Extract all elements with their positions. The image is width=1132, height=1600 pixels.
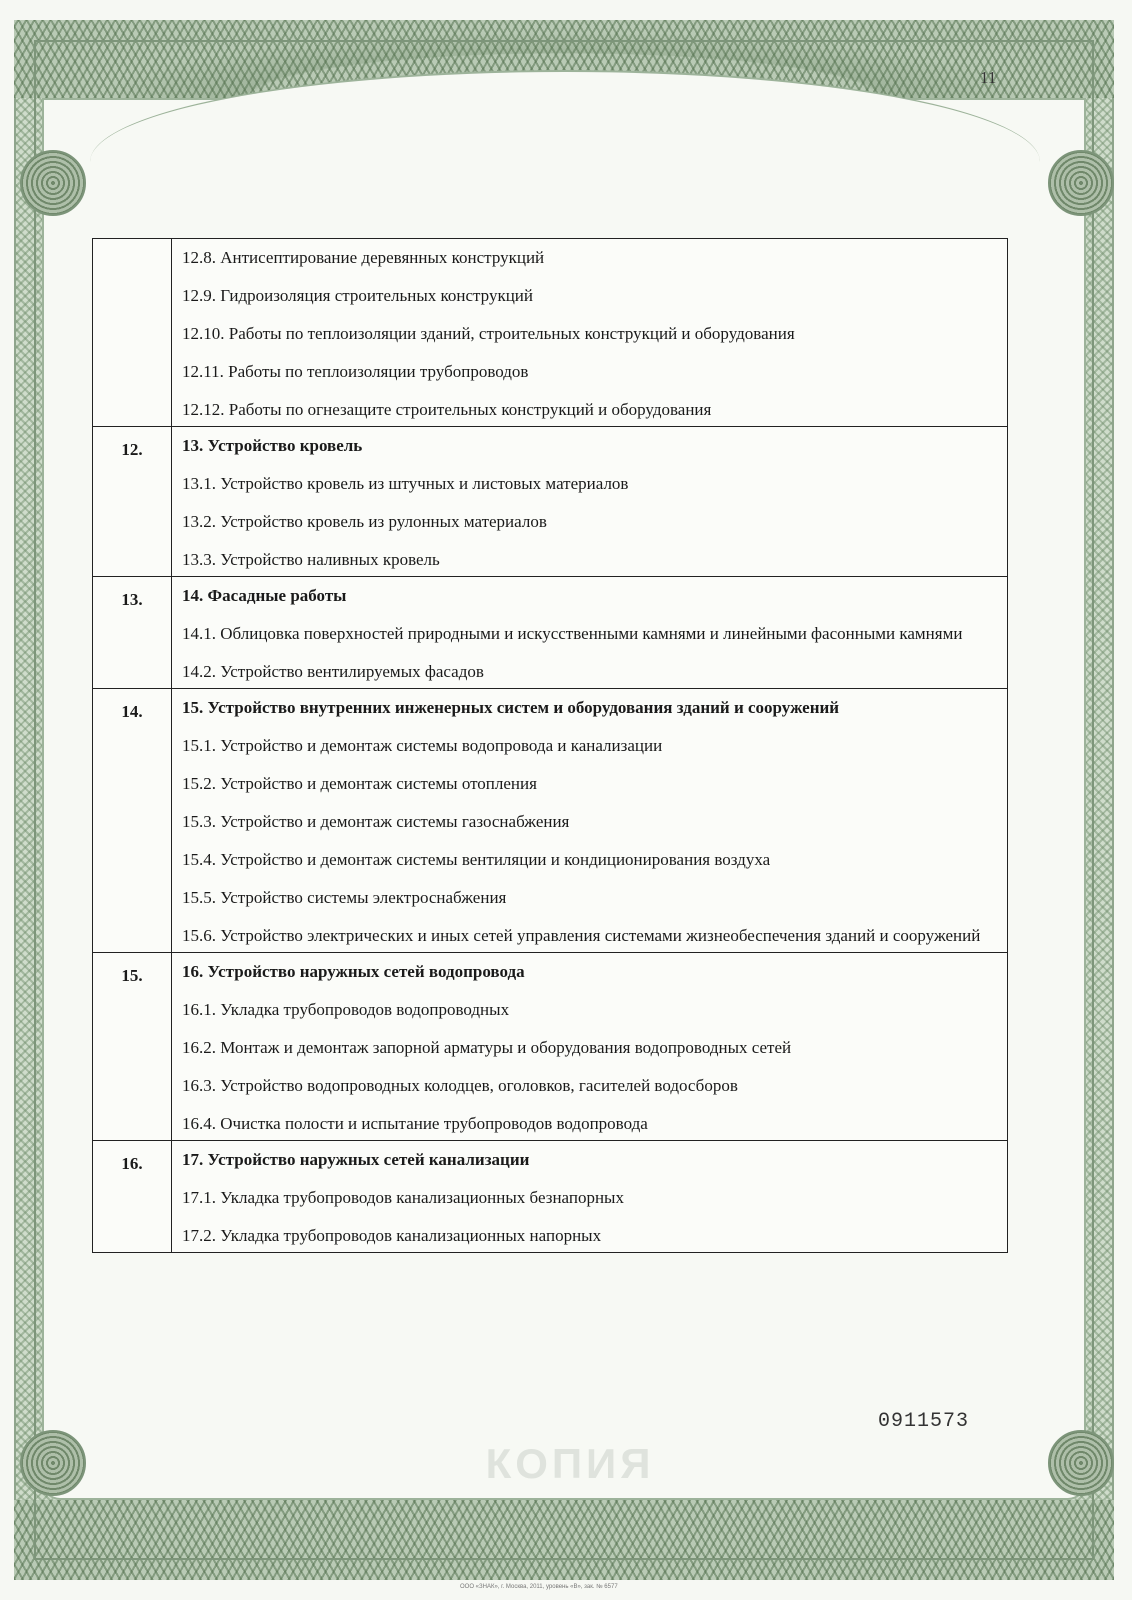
work-item: 15.2. Устройство и демонтаж системы отопления (182, 774, 537, 793)
row-items (172, 577, 1008, 689)
table-row (93, 239, 1008, 427)
bottom-left-rosette-icon (20, 1430, 86, 1496)
right-rosette-icon (1048, 150, 1114, 216)
work-item: 14.2. Устройство вентилируемых фасадов (182, 662, 484, 681)
work-item: 15.1. Устройство и демонтаж системы водопровода и канализации (182, 736, 663, 755)
work-item: 12.11. Работы по теплоизоляции трубопроводов (182, 362, 529, 381)
table-row (93, 953, 1008, 1141)
work-item: 16.4. Очистка полости и испытание трубопроводов водопровода (182, 1114, 648, 1133)
work-item: 16.2. Монтаж и демонтаж запорной арматуры и оборудования водопроводных сетей (182, 1038, 792, 1057)
serial-number: 0911573 (878, 1410, 970, 1433)
page-number: 11 (980, 68, 997, 87)
table-row (93, 689, 1008, 953)
work-item: 12.8. Антисептирование деревянных конструкций (182, 248, 545, 267)
row-items (172, 689, 1008, 953)
table-row (93, 577, 1008, 689)
row-number: 12. (93, 427, 172, 577)
work-item: 12.12. Работы по огнезащите строительных конструкций и оборудования (182, 400, 712, 419)
work-item: 16.1. Укладка трубопроводов водопроводных (182, 1000, 510, 1019)
row-items (172, 953, 1008, 1141)
work-item: 14.1. Облицовка поверхностей природными и искусственными камнями и линейными фасонными камнями (182, 624, 963, 643)
row-number: 13. (93, 577, 172, 689)
section-heading: 17. Устройство наружных сетей канализации (182, 1150, 530, 1169)
work-item: 17.2. Укладка трубопроводов канализационных напорных (182, 1226, 602, 1245)
table-row (93, 427, 1008, 577)
work-item: 15.3. Устройство и демонтаж системы газоснабжения (182, 812, 570, 831)
work-item: 16.3. Устройство водопроводных колодцев, оголовков, гасителей водосборов (182, 1076, 738, 1095)
section-heading: 14. Фасадные работы (182, 586, 347, 605)
row-number: 15. (93, 953, 172, 1141)
row-number (93, 239, 172, 427)
guilloche-bottom-band (14, 1500, 1114, 1580)
work-item: 15.6. Устройство электрических и иных сетей управления системами жизнеобеспечения зданий и сооружений (182, 926, 981, 945)
work-item: 13.2. Устройство кровель из рулонных материалов (182, 512, 547, 531)
section-heading: 15. Устройство внутренних инженерных систем и оборудования зданий и сооружений (182, 698, 840, 717)
work-item: 12.10. Работы по теплоизоляции зданий, строительных конструкций и оборудования (182, 324, 795, 343)
table-row (93, 1141, 1008, 1253)
work-item: 15.5. Устройство системы электроснабжения (182, 888, 507, 907)
work-item: 15.4. Устройство и демонтаж системы вентиляции и кондиционирования воздуха (182, 850, 771, 869)
row-items (172, 427, 1008, 577)
printer-imprint: ООО «ЗНАК», г. Москва, 2011, уровень «В», зак. № 6577 (460, 1584, 618, 1590)
work-item: 12.9. Гидроизоляция строительных конструкций (182, 286, 533, 305)
work-item: 13.1. Устройство кровель из штучных и листовых материалов (182, 474, 629, 493)
work-item: 17.1. Укладка трубопроводов канализационных безнапорных (182, 1188, 624, 1207)
works-table (92, 238, 1008, 1253)
copy-watermark: КОПИЯ (485, 1440, 655, 1487)
left-rosette-icon (20, 150, 86, 216)
work-item: 13.3. Устройство наливных кровель (182, 550, 440, 569)
section-heading: 13. Устройство кровель (182, 436, 363, 455)
row-number: 14. (93, 689, 172, 953)
row-items (172, 239, 1008, 427)
section-heading: 16. Устройство наружных сетей водопровода (182, 962, 525, 981)
bottom-right-rosette-icon (1048, 1430, 1114, 1496)
row-number: 16. (93, 1141, 172, 1253)
row-items (172, 1141, 1008, 1253)
